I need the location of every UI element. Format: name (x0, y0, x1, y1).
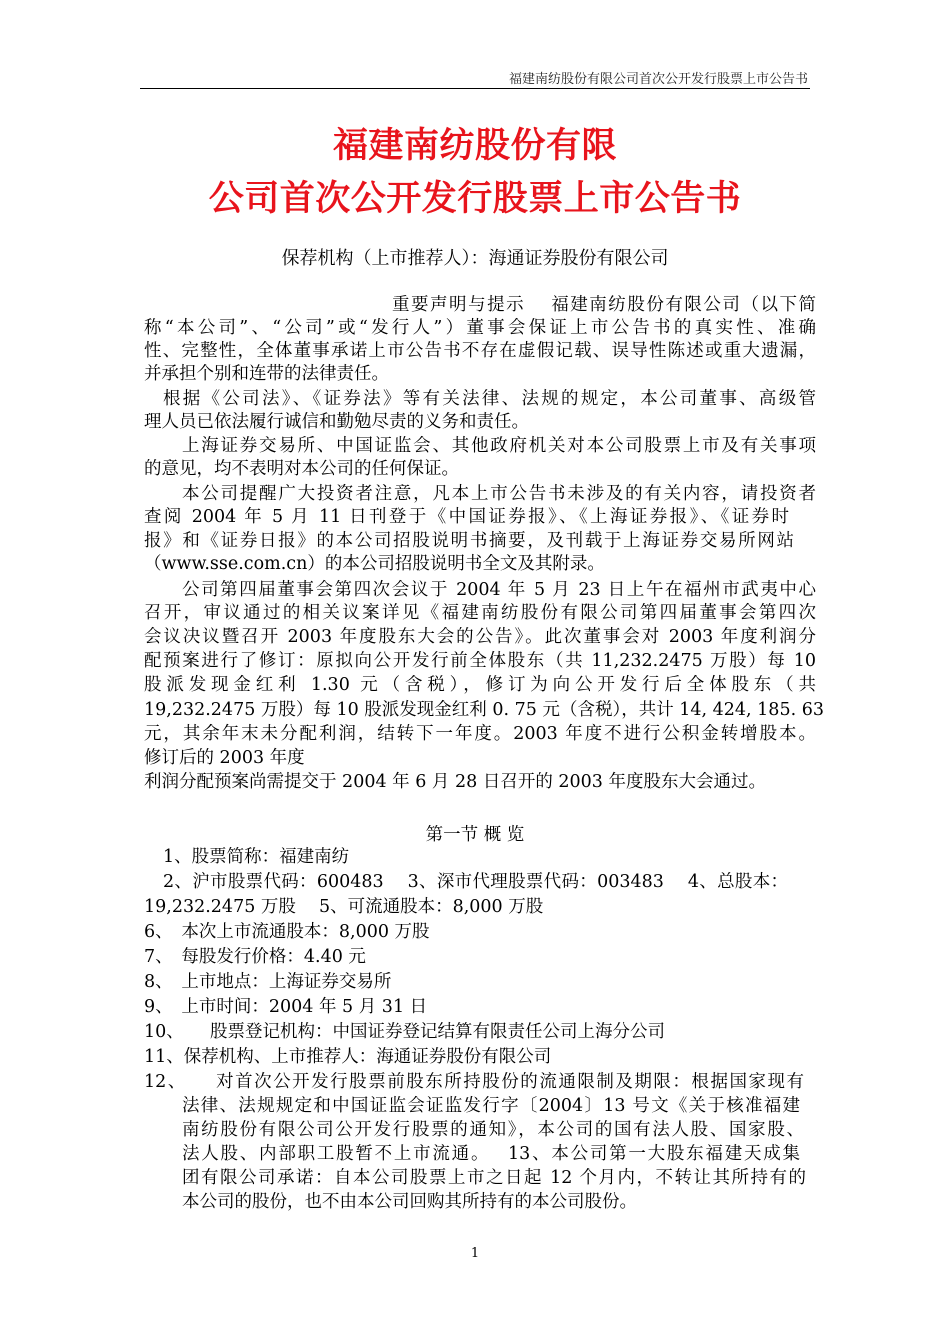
body-line: 配预案进行了修订：原拟向公开发行前全体股东（共 11,232.2475 万股）每 10 (144, 651, 816, 671)
overview-item: 11、保荐机构、上市推荐人：海通证券股份有限公司 (144, 1047, 552, 1067)
body-line: 重要声明与提示 福建南纺股份有限公司（以下简 (392, 295, 816, 315)
body-line: 并承担个别和连带的法律责任。 (144, 364, 389, 384)
overview-item: 1、股票简称：福建南纺 (163, 847, 350, 867)
overview-item: 南纺股份有限公司公开发行股票的通知》，本公司的国有法人股、国家股、 (182, 1120, 804, 1140)
page-number: 1 (470, 1246, 480, 1261)
overview-item: 6、 本次上市流通股本：8,000 万股 (144, 922, 430, 942)
body-line: 查阅 2004 年 5 月 11 日刊登于《中国证券报》、《上海证券报》、《证券时 (144, 507, 789, 527)
body-line: 的意见，均不表明对本公司的任何保证。 (144, 459, 459, 479)
overview-item: 12、 对首次公开发行股票前股东所持股份的流通限制及期限：根据国家现有 (144, 1072, 804, 1092)
overview-item: 7、 每股发行价格：4.40 元 (144, 947, 366, 967)
body-line: 召开，审议通过的相关议案详见《福建南纺股份有限公司第四届董事会第四次 (144, 603, 816, 623)
body-line: 理人员已依法履行诚信和勤勉尽责的义务和责任。 (144, 412, 529, 432)
body-line: 上海证券交易所、中国证监会、其他政府机关对本公司股票上市及有关事项 (182, 436, 816, 456)
body-line: 股派发现金红利 1.30 元（含税），修订为向公开发行后全体股东（共 (144, 675, 816, 695)
overview-item: 8、 上市地点：上海证券交易所 (144, 972, 392, 992)
body-line: 19,232.2475 万股）每 10 股派发现金红利 0. 75 元（含税），共计 14, 424, 185. 63 (144, 700, 824, 720)
overview-item: 9、 上市时间：2004 年 5 月 31 日 (144, 997, 428, 1017)
body-line: 性、完整性，全体董事承诺上市公告书不存在虚假记载、误导性陈述或重大遗漏， (144, 341, 816, 361)
body-line: 元，其余年末未分配利润，结转下一年度。2003 年度不进行公积金转增股本。 (144, 724, 816, 744)
overview-item: 团有限公司承诺：自本公司股票上市之日起 12 个月内，不转让其所持有的 (182, 1168, 806, 1188)
body-line: （www.sse.com.cn）的本公司招股说明书全文及其附录。 (144, 554, 605, 574)
header-rule (140, 88, 810, 89)
sponsor-line: 保荐机构（上市推荐人）：海通证券股份有限公司 (281, 248, 669, 269)
body-line: 利润分配预案尚需提交于 2004 年 6 月 28 日召开的 2003 年度股东大会通过。 (144, 772, 766, 792)
overview-item: 法律、法规规定和中国证监会证监发行字〔2004〕13 号文《关于核准福建 (182, 1096, 800, 1116)
body-line: 根据《公司法》、《证券法》等有关法律、法规的规定，本公司董事、高级管 (163, 389, 816, 409)
overview-item: 10、 股票登记机构：中国证券登记结算有限责任公司上海分公司 (144, 1022, 666, 1042)
body-line: 修订后的 2003 年度 (144, 748, 305, 768)
overview-item: 19,232.2475 万股 5、可流通股本：8,000 万股 (144, 897, 544, 917)
body-line: 报》和《证券日报》的本公司招股说明书摘要，及刊载于上海证券交易所网站 (144, 531, 794, 551)
running-header: 福建南纺股份有限公司首次公开发行股票上市公告书 (508, 72, 808, 87)
overview-item: 法人股、内部职工股暂不上市流通。 13、本公司第一大股东福建天成集 (182, 1144, 800, 1164)
overview-item: 2、沪市股票代码：600483 3、深市代理股票代码：003483 4、总股本： (163, 872, 788, 892)
body-line: 会议决议暨召开 2003 年度股东大会的公告》。此次董事会对 2003 年度利润分 (144, 627, 816, 647)
overview-item: 本公司的股份，也不由本公司回购其所持有的本公司股份。 (182, 1192, 637, 1212)
document-title-line2: 公司首次公开发行股票上市公告书 (208, 179, 742, 219)
section-heading: 第一节 概 览 (425, 825, 525, 845)
body-line: 公司第四届董事会第四次会议于 2004 年 5 月 23 日上午在福州市武夷中心 (182, 580, 816, 600)
body-line: 称“本公司”、“公司”或“发行人”）董事会保证上市公告书的真实性、准确 (144, 318, 816, 338)
body-line: 本公司提醒广大投资者注意，凡本上市公告书未涉及的有关内容，请投资者 (182, 484, 816, 504)
document-title-line1: 福建南纺股份有限 (332, 126, 617, 166)
